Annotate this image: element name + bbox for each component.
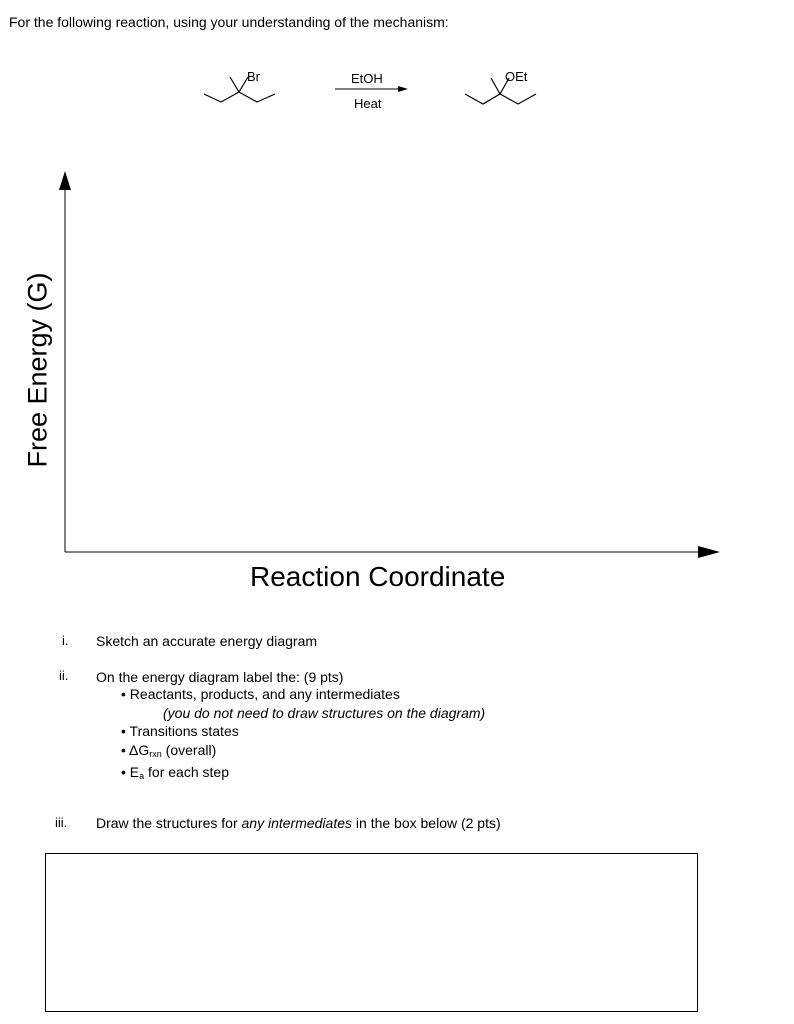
product-oet-label: OEt — [505, 69, 528, 84]
question-iii-number: iii. — [55, 815, 68, 830]
intro-text: For the following reaction, using your understanding of the mechanism: — [9, 14, 449, 30]
intermediates-answer-box[interactable] — [45, 853, 698, 1012]
q3-text-before: Draw the structures for — [96, 815, 242, 831]
x-axis-label: Reaction Coordinate — [250, 561, 506, 592]
bullet-dot: • — [121, 741, 126, 758]
note-no-structures — [121, 704, 485, 723]
question-ii-bullet-list — [121, 685, 485, 786]
reagent-label: EtOH — [351, 71, 383, 86]
question-ii-text: On the energy diagram label the: (9 pts) — [96, 669, 344, 685]
condition-label: Heat — [354, 96, 382, 111]
bullet-reactants — [121, 685, 485, 704]
question-iii-text — [96, 814, 501, 832]
note-text: (you do not need to draw structures on the diagram) — [163, 704, 486, 721]
q3-text-emphasis: any intermediates — [241, 815, 353, 831]
bullet-transition-states — [121, 722, 485, 741]
delta-g-rest: (overall) — [161, 741, 217, 758]
ea-symbol: E — [129, 764, 140, 780]
bullet-delta-g — [121, 741, 485, 764]
question-ii-number: ii. — [59, 668, 69, 683]
bullet-ts-text: Transitions states — [129, 723, 239, 739]
question-i-text: Sketch an accurate energy diagram — [96, 633, 318, 649]
bullet-ea — [121, 763, 485, 786]
y-axis-arrowhead — [59, 171, 71, 190]
question-i-number: i. — [62, 633, 69, 648]
reactant-br-label: Br — [247, 69, 260, 84]
x-axis-arrowhead — [698, 546, 720, 558]
bullet-dot: • — [121, 723, 126, 739]
bullet-dot: • — [121, 764, 126, 780]
q3-text-after: in the box below (2 pts) — [352, 815, 501, 831]
bullet-dot: • — [121, 686, 126, 702]
delta-g-subscript: rxn — [149, 748, 162, 759]
ea-rest: for each step — [144, 764, 229, 780]
bullet-reactants-text: Reactants, products, and any intermediates — [129, 686, 400, 702]
delta-g-symbol: ΔG — [129, 741, 150, 758]
ea-subscript: a — [139, 771, 145, 781]
y-axis-label: Free Energy (G) — [22, 272, 53, 468]
